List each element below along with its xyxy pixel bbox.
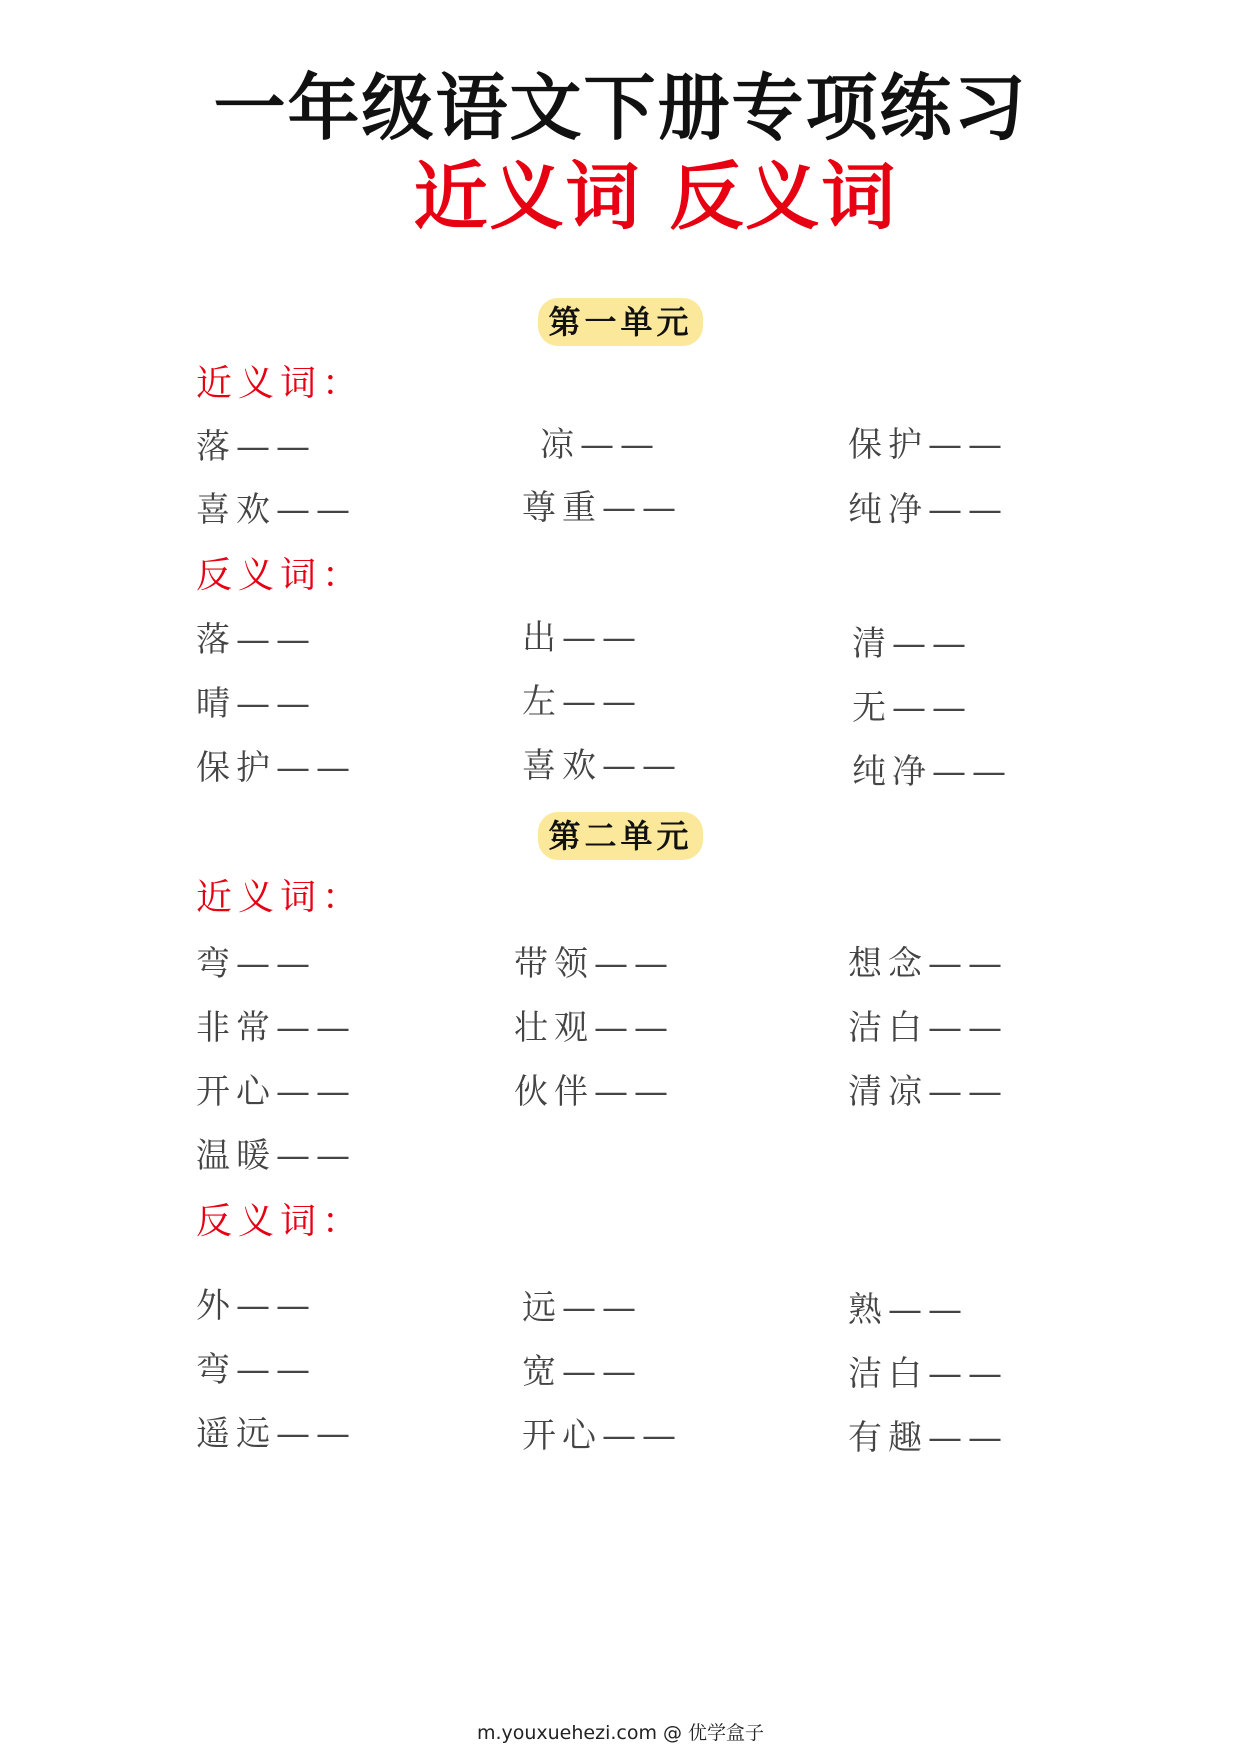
- unit-1-antonym-item: 落——: [196, 620, 316, 660]
- unit-2-antonym-item: 宽——: [522, 1352, 642, 1392]
- unit-1-synonym-item: 纯净——: [848, 490, 1008, 530]
- unit-1-antonym-item: 出——: [522, 618, 642, 658]
- unit-2-antonym-item: 弯——: [196, 1350, 316, 1390]
- unit-1-antonym-item: 无——: [852, 688, 972, 728]
- page-subtitle: 近义词 反义词: [413, 154, 898, 240]
- unit-2-synonym-item: 非常——: [196, 1008, 356, 1048]
- unit-2-antonym-item: 有趣——: [848, 1418, 1008, 1458]
- unit-1-synonym-item: 保护——: [848, 425, 1008, 465]
- footer-credit: m.youxuehezi.com @ 优学盒子: [476, 1722, 765, 1744]
- unit-2-synonym-item: 壮观——: [514, 1008, 674, 1048]
- unit-2-antonym-item: 遥远——: [196, 1414, 356, 1454]
- unit-1-antonyms-label: 反义词：: [196, 555, 365, 596]
- page-title: 一年级语文下册专项练习: [213, 66, 1028, 150]
- unit-2-heading: 第二单元: [538, 812, 702, 860]
- unit-2-antonym-item: 洁白——: [848, 1354, 1008, 1394]
- unit-1-heading: 第一单元: [538, 298, 702, 346]
- unit-2-synonym-item: 清凉——: [848, 1072, 1008, 1112]
- unit-1-antonym-item: 保护——: [196, 748, 356, 788]
- unit-2-synonyms-label: 近义词：: [196, 877, 365, 918]
- unit-2-synonym-item: 洁白——: [848, 1008, 1008, 1048]
- unit-1-antonym-item: 左——: [522, 682, 642, 722]
- unit-1-synonym-item: 尊重——: [522, 488, 682, 528]
- unit-2-synonym-item: 带领——: [514, 944, 674, 984]
- unit-2-synonym-item: 温暖——: [196, 1136, 356, 1176]
- unit-2-synonym-item: 开心——: [196, 1072, 356, 1112]
- unit-2-heading-wrap: [0, 812, 1241, 860]
- unit-2-antonym-item: 开心——: [522, 1416, 682, 1456]
- unit-1-antonym-item: 纯净——: [852, 752, 1012, 792]
- unit-2-synonym-item: 弯——: [196, 944, 316, 984]
- unit-2-synonym-item: 伙伴——: [514, 1072, 674, 1112]
- unit-2-synonym-item: 想念——: [848, 944, 1008, 984]
- unit-1-antonym-item: 清——: [852, 624, 972, 664]
- unit-1-heading-wrap: [0, 298, 1241, 346]
- unit-1-synonym-item: 凉——: [540, 425, 660, 465]
- unit-2-antonym-item: 熟——: [848, 1290, 968, 1330]
- unit-1-antonym-item: 晴——: [196, 684, 316, 724]
- unit-2-antonyms-label: 反义词：: [196, 1201, 365, 1242]
- unit-2-antonym-item: 外——: [196, 1286, 316, 1326]
- unit-1-synonym-item: 喜欢——: [196, 490, 356, 530]
- unit-1-synonyms-label: 近义词：: [196, 363, 365, 404]
- unit-1-antonym-item: 喜欢——: [522, 746, 682, 786]
- unit-1-synonym-item: 落——: [196, 427, 316, 467]
- unit-2-antonym-item: 远——: [522, 1288, 642, 1328]
